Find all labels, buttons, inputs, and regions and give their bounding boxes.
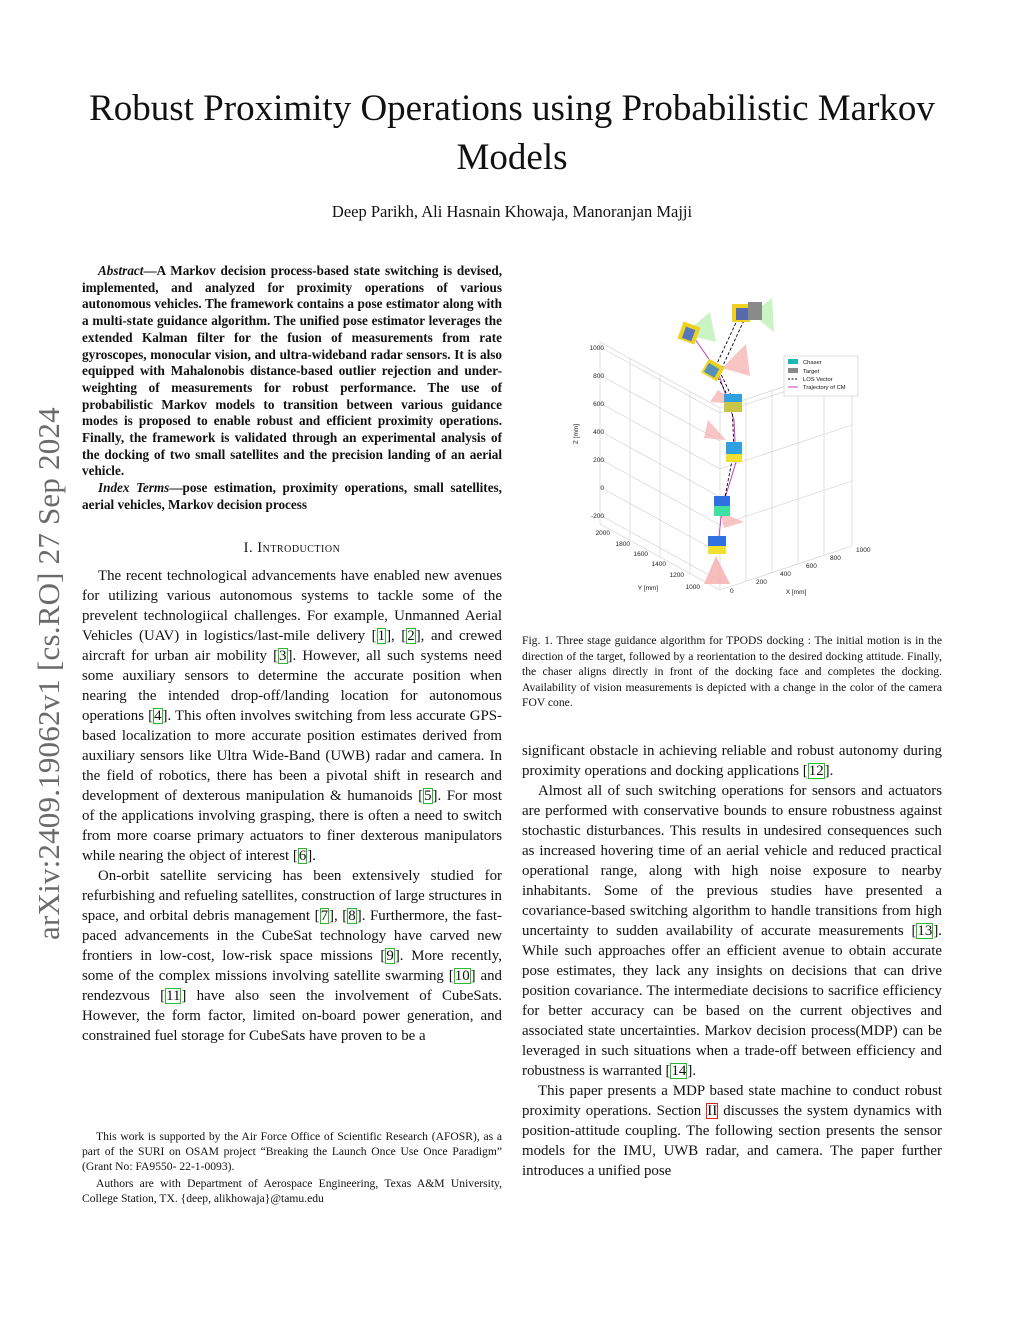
index-terms <box>82 480 502 513</box>
svg-text:-200: -200 <box>590 513 604 520</box>
svg-text:400: 400 <box>593 429 604 436</box>
z-axis-label: Z [mm] <box>573 423 580 445</box>
citation-link[interactable]: 13 <box>917 923 933 939</box>
y-axis-ticks <box>596 530 701 591</box>
intro-paragraph-3: significant obstacle in achieving reliable and robust autonomy during proximity operations and docking applications [12]. <box>522 743 942 779</box>
abstract <box>82 263 502 480</box>
svg-text:800: 800 <box>593 373 604 380</box>
citation-link[interactable]: 1 <box>377 627 386 644</box>
section-heading-introduction <box>82 538 502 558</box>
author-list: Deep Parikh, Ali Hasnain Khowaja, Manoranjan Majji <box>331 202 693 221</box>
svg-text:200: 200 <box>756 579 767 586</box>
svg-text:1000: 1000 <box>589 345 604 352</box>
citation-link[interactable]: 4 <box>154 707 162 724</box>
legend-chaser-swatch <box>788 359 798 364</box>
footnotes <box>82 1129 502 1208</box>
citation-link[interactable]: 9 <box>386 947 394 964</box>
fov-cones <box>684 298 774 584</box>
svg-text:800: 800 <box>830 555 841 562</box>
intro-paragraph-5: This paper presents a MDP based state machine to conduct robust proximity operations. Section II discusses the system dynamics with position-attitude coupling. The following section presents the sensor models for the IMU, UWB radar, and camera. The paper further introduces a unified pose <box>522 1083 942 1179</box>
legend-target: Target <box>803 369 820 375</box>
citation-link[interactable]: 12 <box>808 763 824 779</box>
svg-text:1000: 1000 <box>856 547 871 554</box>
svg-text:1400: 1400 <box>651 561 666 568</box>
svg-text:600: 600 <box>593 401 604 408</box>
figure-legend <box>784 356 858 396</box>
citation-link[interactable]: 7 <box>320 907 329 924</box>
abstract-text: —A Markov decision process-based state switching is devised, implemented, and analyzed for proximity operations of various autonomous vehicles. The framework contains a pose estimator along with a multi-state guidance algorithm. The unified pose estimator leverages the extended Kalman filter for the fusion of measurements from rate gyroscopes, monocular vision, and ultra-wideband radar sensors. It is also equipped with Mahalonobis distance-based outlier rejection and under-weighting of measurements for robust performance. The use of probabilistic Markov models to transition between various guidance modes is proposed to enable robust and efficient proximity operations. Finally, the framework is validated through an experimental analysis of the docking of two small satellites and the precision landing of an aerial vehicle. <box>82 263 502 479</box>
citation-link[interactable]: 3 <box>279 647 287 664</box>
figure-1-3d-plot <box>560 292 880 612</box>
figure-1-caption: Fig. 1. Three stage guidance algorithm for TPODS docking : The initial motion is in the direction of the target, followed by a reorientation to the desired docking attitude. Finally, the chaser aligns directly in front of the docking face and completes the docking. Availability of vision measurements is depicted with a change in the color of the camera FOV cone. <box>522 634 942 710</box>
svg-text:600: 600 <box>806 563 817 570</box>
svg-text:0: 0 <box>600 485 604 492</box>
abstract-label: Abstract <box>98 263 144 278</box>
svg-text:2000: 2000 <box>595 530 610 537</box>
citation-link[interactable]: 8 <box>348 907 356 924</box>
z-axis-ticks <box>590 345 605 520</box>
right-column <box>522 741 942 1181</box>
paper-title: Robust Proximity Operations using Probabilistic Markov Models <box>89 88 935 178</box>
affiliation-footnote: Authors are with Department of Aerospace Engineering, Texas A&M University, College Station, TX. {deep, alikhowaja}@tamu.edu <box>82 1177 502 1205</box>
section-number: I. <box>243 539 254 556</box>
intro-paragraph-2: On-orbit satellite servicing has been extensively studied for refurbishing and refueling satellites, construction of large structures in space, and orbital debris management [7], [8]. Furthermore, the fast-paced advancements in the CubeSat technology have carved new frontiers in low-cost, low-risk space missions [9]. More recently, some of the complex missions involving satellite swarming [10] and rendezvous [11] have also seen the involvement of CubeSats. However, the form factor, limited on-board power generation, and constrained fuel storage for CubeSats have proven to be a <box>82 867 503 1044</box>
legend-los: LOS Vector <box>803 377 833 383</box>
legend-target-swatch <box>788 368 798 373</box>
citation-link[interactable]: 14 <box>671 1063 687 1079</box>
svg-text:1800: 1800 <box>615 541 630 548</box>
citation-link[interactable]: 6 <box>298 847 307 864</box>
citation-link[interactable]: 5 <box>424 787 432 804</box>
svg-text:1000: 1000 <box>685 584 700 591</box>
x-axis-ticks <box>730 547 871 595</box>
svg-text:200: 200 <box>593 457 604 464</box>
svg-text:0: 0 <box>730 588 734 595</box>
section-link[interactable]: II <box>707 1103 718 1119</box>
y-axis-label: Y [mm] <box>637 585 659 592</box>
left-column <box>82 263 502 1046</box>
target-cube <box>732 302 762 322</box>
citation-link[interactable]: 10 <box>454 967 470 984</box>
citation-link[interactable]: 11 <box>166 987 181 1004</box>
intro-paragraph-1: The recent technological advancements have enabled new avenues for utilizing various autonomous systems to tackle some of the prevelent technologiical challenges. For example, Unmanned Aerial Vehicles (UAV) in logistics/last-mile delivery [1], [2], and crewed aircraft for urban air mobility [3]. However, all such systems need some auxiliary sensors to determine the accurate position when nearing the intended drop-off/landing location for autonomous operations [4]. This often involves switching from less accurate GPS-based localization to more accurate position estimates derived from auxiliary sensors like Ultra Wide-Band (UWB) radar and camera. In the field of robotics, there has been a pivotal shift in research and development of dexterous manipulation & humanoids [5]. For most of the applications involving grasping, there is often a need to switch from more coarse primary actuators to finer dexterous manipulators while nearing the object of interest [6]. <box>82 567 502 864</box>
legend-trajectory: Trajectory of CM <box>803 385 846 391</box>
intro-paragraph-4: Almost all of such switching operations for sensors and actuators are performed with conservative bounds to ensure robustness against stochastic disturbances. This results in undesired consequences such as increased hovering time of an aerial vehicle and reduced practical operational range, along with high noise exposure to nearby inhabitants. Some of the previous studies have presented a covariance-based switching algorithm to handle transitions from high uncertainty to sudden availability of accurate measurements [13]. While such approaches offer an efficient avenue to obtain accurate pose estimates, they lack any insights on decisions that can drive position covariance. The intermediate decisions to sacrifice efficiency for better accuracy can be based on the current objectives and associated state uncertainties. Markov decision process(MDP) can be leveraged in such situations when a trade-off between efficiency and robustness is warranted [14]. <box>522 783 942 1079</box>
citation-link[interactable]: 2 <box>407 627 415 644</box>
arxiv-identifier: arXiv:2409.19062v1 [cs.RO] 27 Sep 2024 <box>31 407 66 940</box>
index-terms-text: —pose estimation, proximity operations, small satellites, aerial vehicles, Markov decision process <box>82 480 502 512</box>
legend-chaser: Chaser <box>803 360 822 366</box>
svg-text:1600: 1600 <box>633 551 648 558</box>
x-axis-label: X [mm] <box>785 589 807 596</box>
section-title: Introduction <box>257 539 341 556</box>
svg-text:1200: 1200 <box>669 572 684 579</box>
svg-text:400: 400 <box>780 571 791 578</box>
funding-footnote: This work is supported by the Air Force Office of Scientific Research (AFOSR), as a part of the SURI on OSAM project “Breaking the Launch Once Use Once Paradigm” (Grant No: FA9550- 22-1-0093). <box>82 1130 502 1173</box>
index-terms-label: Index Terms <box>98 480 170 496</box>
